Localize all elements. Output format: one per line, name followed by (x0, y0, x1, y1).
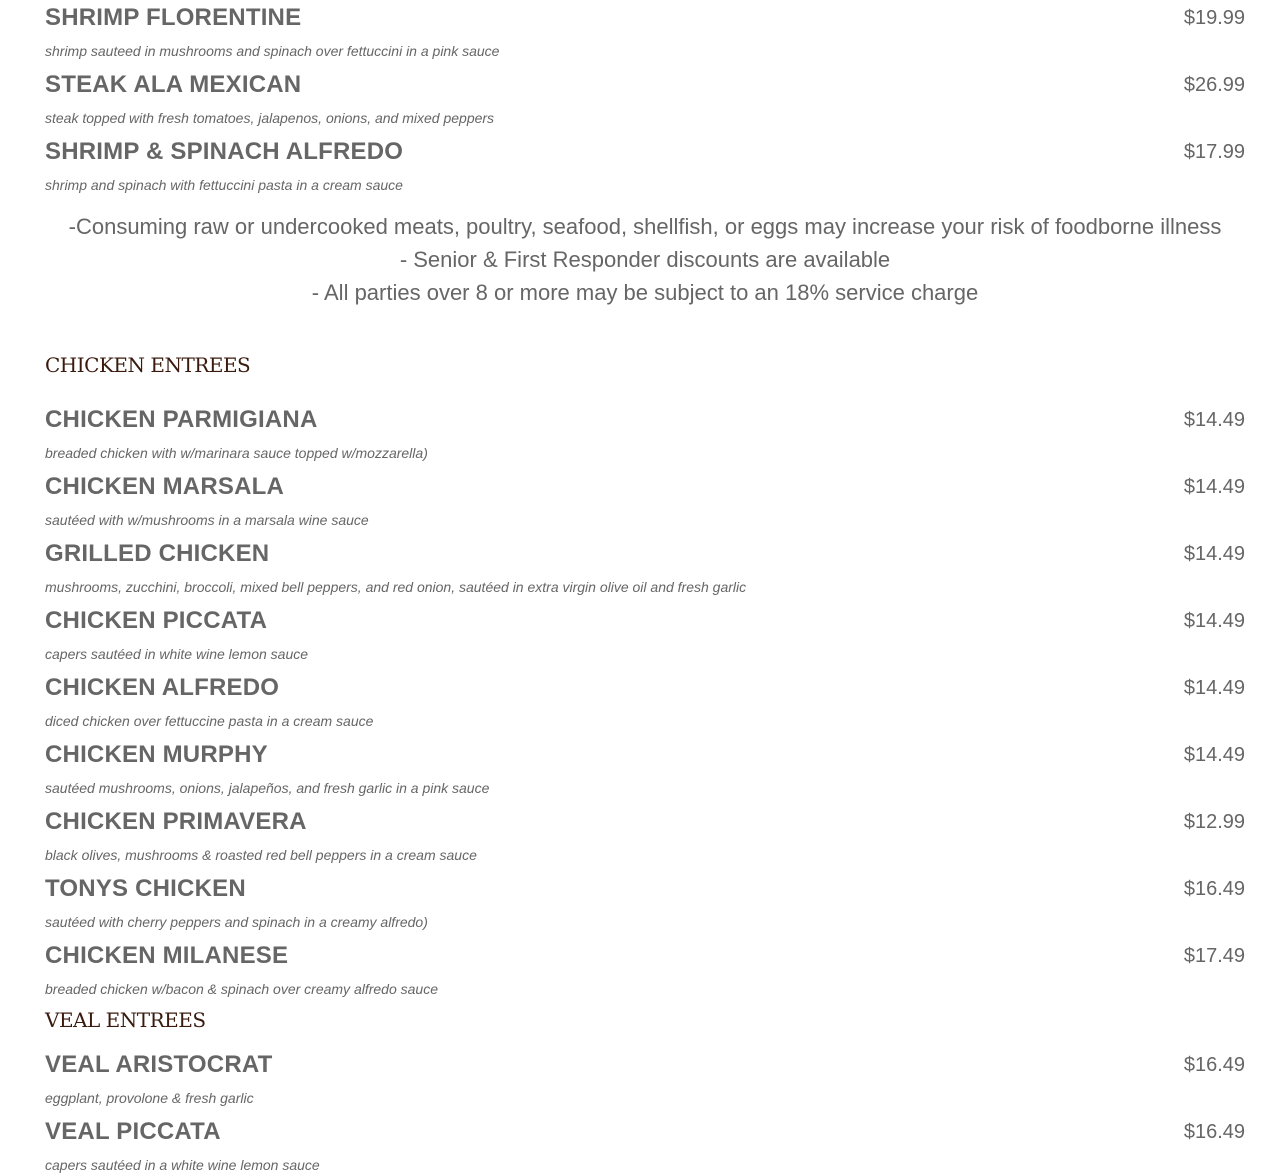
menu-item-price: $14.49 (1183, 543, 1245, 565)
menu-item-description: eggplant, provolone & fresh garlic (45, 1090, 254, 1106)
menu-item-description: sautéed with cherry peppers and spinach in a creamy alfredo) (45, 914, 428, 930)
service-charge-notice: - All parties over 8 or more may be subject to an 18% service charge (311, 280, 979, 305)
menu-item-description: breaded chicken with w/marinara sauce topped w/mozzarella) (45, 445, 428, 461)
menu-item-price: $14.49 (1183, 677, 1245, 699)
menu-item-price: $14.49 (1183, 610, 1245, 632)
menu-item-price: $14.49 (1183, 409, 1245, 431)
menu-item-description: capers sautéed in white wine lemon sauce (45, 646, 309, 662)
menu-item-description: shrimp and spinach with fettuccini pasta in a cream sauce (45, 177, 403, 193)
menu-item-description: black olives, mushrooms & roasted red bell peppers in a cream sauce (45, 847, 477, 863)
menu-item-name: CHICKEN PARMIGIANA (45, 406, 318, 433)
menu-item (45, 540, 1245, 600)
menu-item-description: sautéed with w/mushrooms in a marsala wine sauce (45, 512, 369, 528)
menu-item (45, 406, 1245, 466)
menu-item-name: STEAK ALA MEXICAN (45, 71, 302, 98)
menu-item-price: $17.49 (1183, 945, 1245, 967)
menu-item-description: capers sautéed in a white wine lemon sauce (45, 1157, 320, 1173)
section-heading-veal: VEAL ENTREES (45, 1008, 206, 1032)
menu-item-price: $16.49 (1183, 1121, 1245, 1143)
menu-item-price: $19.99 (1183, 7, 1245, 29)
menu-item (45, 71, 1245, 131)
menu-item-name: TONYS CHICKEN (45, 875, 246, 902)
menu-item (45, 1118, 1245, 1173)
menu-item (45, 4, 1245, 64)
menu-item-name: CHICKEN MARSALA (45, 473, 284, 500)
menu-item-description: sautéed mushrooms, onions, jalapeños, and fresh garlic in a pink sauce (45, 780, 490, 796)
menu-notices (45, 210, 1245, 309)
menu-item-price: $14.49 (1183, 744, 1245, 766)
menu-item (45, 808, 1245, 868)
food-safety-notice: -Consuming raw or undercooked meats, poultry, seafood, shellfish, or eggs may increase your risk of foodborne illness (68, 214, 1222, 239)
menu-item-price: $14.49 (1183, 476, 1245, 498)
menu-item-price: $16.49 (1183, 878, 1245, 900)
menu-item-name: GRILLED CHICKEN (45, 540, 270, 567)
menu-item (45, 674, 1245, 734)
menu-item (45, 473, 1245, 533)
menu-item-name: SHRIMP FLORENTINE (45, 4, 302, 31)
section-heading-chicken: CHICKEN ENTREES (45, 353, 251, 377)
menu-item-name: CHICKEN MILANESE (45, 942, 289, 969)
menu-item-description: shrimp sauteed in mushrooms and spinach over fettuccini in a pink sauce (45, 43, 500, 59)
menu-item (45, 138, 1245, 198)
menu-item (45, 607, 1245, 667)
menu-item-price: $17.99 (1183, 141, 1245, 163)
discount-notice: - Senior & First Responder discounts are available (399, 247, 891, 272)
menu-item (45, 1051, 1245, 1111)
menu-item-price: $26.99 (1183, 74, 1245, 96)
menu-item-name: CHICKEN ALFREDO (45, 674, 280, 701)
menu-item-description: steak topped with fresh tomatoes, jalapenos, onions, and mixed peppers (45, 110, 495, 126)
menu-item-name: CHICKEN MURPHY (45, 741, 268, 768)
menu-item-description: mushrooms, zucchini, broccoli, mixed bell peppers, and red onion, sautéed in extra virgin olive oil and fresh garlic (45, 579, 747, 595)
menu-item (45, 875, 1245, 935)
menu-item-name: VEAL PICCATA (45, 1118, 221, 1145)
menu-item-name: CHICKEN PRIMAVERA (45, 808, 307, 835)
menu-item-name: SHRIMP & SPINACH ALFREDO (45, 138, 404, 165)
menu-item-description: diced chicken over fettuccine pasta in a cream sauce (45, 713, 374, 729)
menu-item (45, 741, 1245, 801)
menu-item-name: CHICKEN PICCATA (45, 607, 268, 634)
menu-item-description: breaded chicken w/bacon & spinach over creamy alfredo sauce (45, 981, 438, 997)
menu-item-price: $12.99 (1183, 811, 1245, 833)
menu-item-name: VEAL ARISTOCRAT (45, 1051, 273, 1078)
menu-item (45, 942, 1245, 1002)
menu-item-price: $16.49 (1183, 1054, 1245, 1076)
